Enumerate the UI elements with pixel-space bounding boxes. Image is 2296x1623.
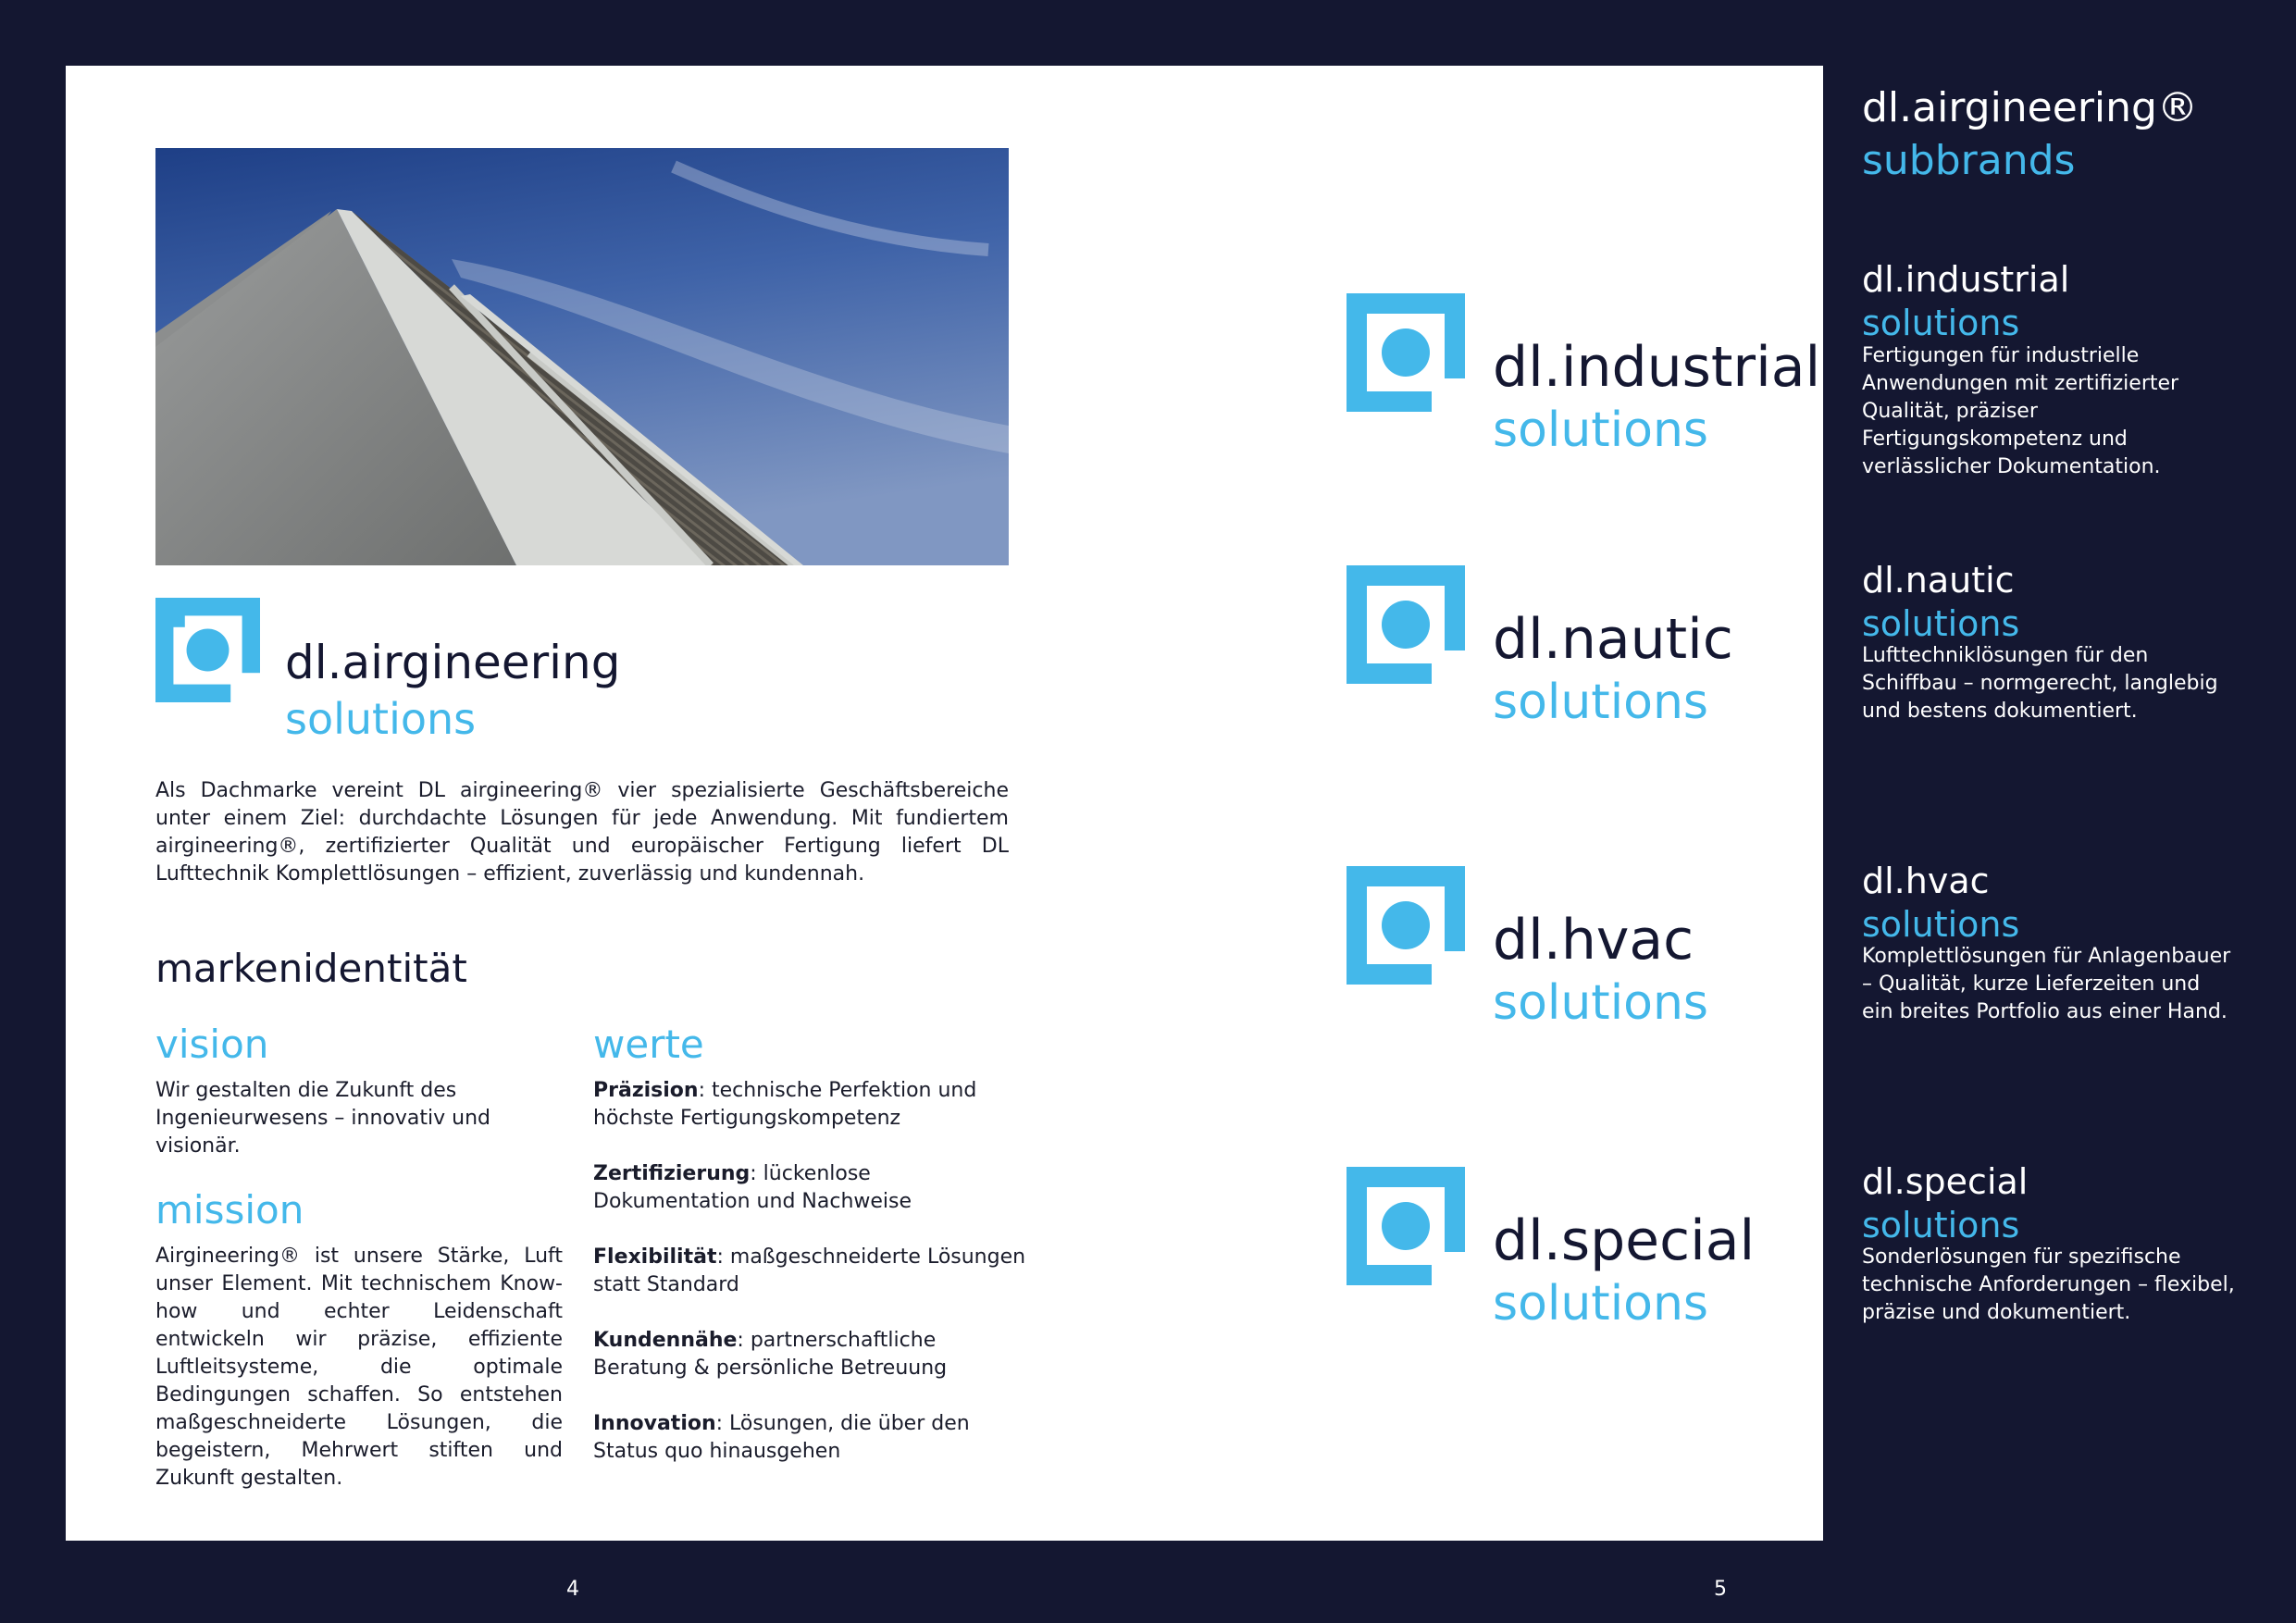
airgineering-logo-name: dl.airgineering (285, 636, 621, 689)
werte-item (593, 1410, 1028, 1466)
sidebar-item-special-desc: Sonderlösungen für spezifische technische Anforderungen – flexibel, präzise und dokumentiert. (1862, 1245, 2235, 1324)
vision-text: Wir gestalten die Zukunft des Ingenieurwesens – innovativ und visionär. (155, 1079, 490, 1158)
page-number-right: 5 (1714, 1578, 1727, 1601)
sidebar-item-hvac-tag: solutions (1862, 904, 2020, 945)
industrial-logo-tag: solutions (1493, 403, 1709, 458)
werte-desc: : technische Perfektion und höchste Fertigungskompetenz (593, 1079, 977, 1130)
nautic-logo-name: dl.nautic (1493, 607, 1733, 672)
werte-item (593, 1077, 1028, 1133)
werte-item (593, 1244, 1028, 1299)
sidebar-item-hvac-desc: Komplettlösungen für Anlagenbauer – Qualität, kurze Lieferzeiten und ein breites Portfolio aus einer Hand. (1862, 945, 2231, 1023)
special-logo-name: dl.special (1493, 1208, 1756, 1273)
page-number-left: 4 (566, 1578, 579, 1601)
werte-list (593, 1077, 1028, 1493)
werte-term: Kundennähe (593, 1329, 738, 1352)
werte-item (593, 1160, 1028, 1216)
sidebar-item-industrial-name: dl.industrial (1862, 259, 2070, 300)
werte-desc: : partnerschaftliche Beratung & persönliche Betreuung (593, 1329, 948, 1380)
special-logo-tag: solutions (1493, 1276, 1709, 1332)
white-spread-page (66, 66, 1823, 1541)
airgineering-logo-icon (155, 598, 260, 702)
sidebar-subtitle: subbrands (1862, 137, 2076, 184)
nautic-logo-tag: solutions (1493, 675, 1709, 730)
hvac-logo-icon (1347, 866, 1465, 985)
sidebar-item-hvac-name: dl.hvac (1862, 861, 1990, 901)
werte-title: werte (593, 1022, 704, 1067)
werte-term: Präzision (593, 1079, 699, 1102)
mission-text: Airgineering® ist unsere Stärke, Luft unser Element. Mit technischem Know-how und echter Leidenschaft entwickeln wir präzise, effiziente Luftleitsysteme, die optimale Bedingungen schaffen. So entstehen maßgeschneiderte Lösungen, die begeistern, Mehrwert stiften und Zukunft gestalten. (155, 1245, 563, 1490)
werte-item (593, 1327, 1028, 1382)
intro-paragraph: Als Dachmarke vereint DL airgineering® vier spezialisierte Geschäftsbereiche unter einem Ziel: durchdachte Lösungen für jede Anwendung. Mit fundiertem airgineering®, zertifizierter Qualität und europäischer Fertigung liefert DL Lufttechnik Komplettlösungen – effizient, zuverlässig und kundennah. (155, 779, 1009, 886)
werte-desc: : maßgeschneiderte Lösungen statt Standard (593, 1245, 1026, 1296)
building-photo (155, 148, 1009, 565)
industrial-logo-name: dl.industrial (1493, 335, 1821, 400)
werte-desc: : Lösungen, die über den Status quo hinausgehen (593, 1412, 970, 1463)
werte-term: Flexibilität (593, 1245, 717, 1269)
airgineering-logo-tag: solutions (285, 694, 477, 744)
industrial-logo-icon (1347, 293, 1465, 412)
sidebar-title: dl.airgineering® (1862, 84, 2198, 131)
vision-title: vision (155, 1022, 269, 1067)
sidebar-item-industrial-tag: solutions (1862, 303, 2020, 343)
werte-desc: : lückenlose Dokumentation und Nachweise (593, 1162, 912, 1213)
special-logo-icon (1347, 1167, 1465, 1285)
sidebar-item-nautic-tag: solutions (1862, 603, 2020, 644)
sidebar-item-nautic-name: dl.nautic (1862, 560, 2015, 601)
werte-term: Innovation (593, 1412, 716, 1435)
werte-term: Zertifizierung (593, 1162, 751, 1185)
hvac-logo-name: dl.hvac (1493, 908, 1694, 973)
sidebar-item-nautic-desc: Lufttechniklösungen für den Schiffbau – normgerecht, langlebig und bestens dokumentiert. (1862, 644, 2218, 723)
mission-title: mission (155, 1187, 304, 1233)
hvac-logo-tag: solutions (1493, 975, 1709, 1031)
section-title: markenidentität (155, 946, 467, 991)
sidebar-item-special-tag: solutions (1862, 1205, 2020, 1245)
sidebar-item-industrial-desc: Fertigungen für industrielle Anwendungen mit zertifizierter Qualität, präziser Fertigungskompetenz und verlässlicher Dokumentation. (1862, 344, 2179, 478)
sidebar-item-special-name: dl.special (1862, 1161, 2029, 1202)
nautic-logo-icon (1347, 565, 1465, 684)
